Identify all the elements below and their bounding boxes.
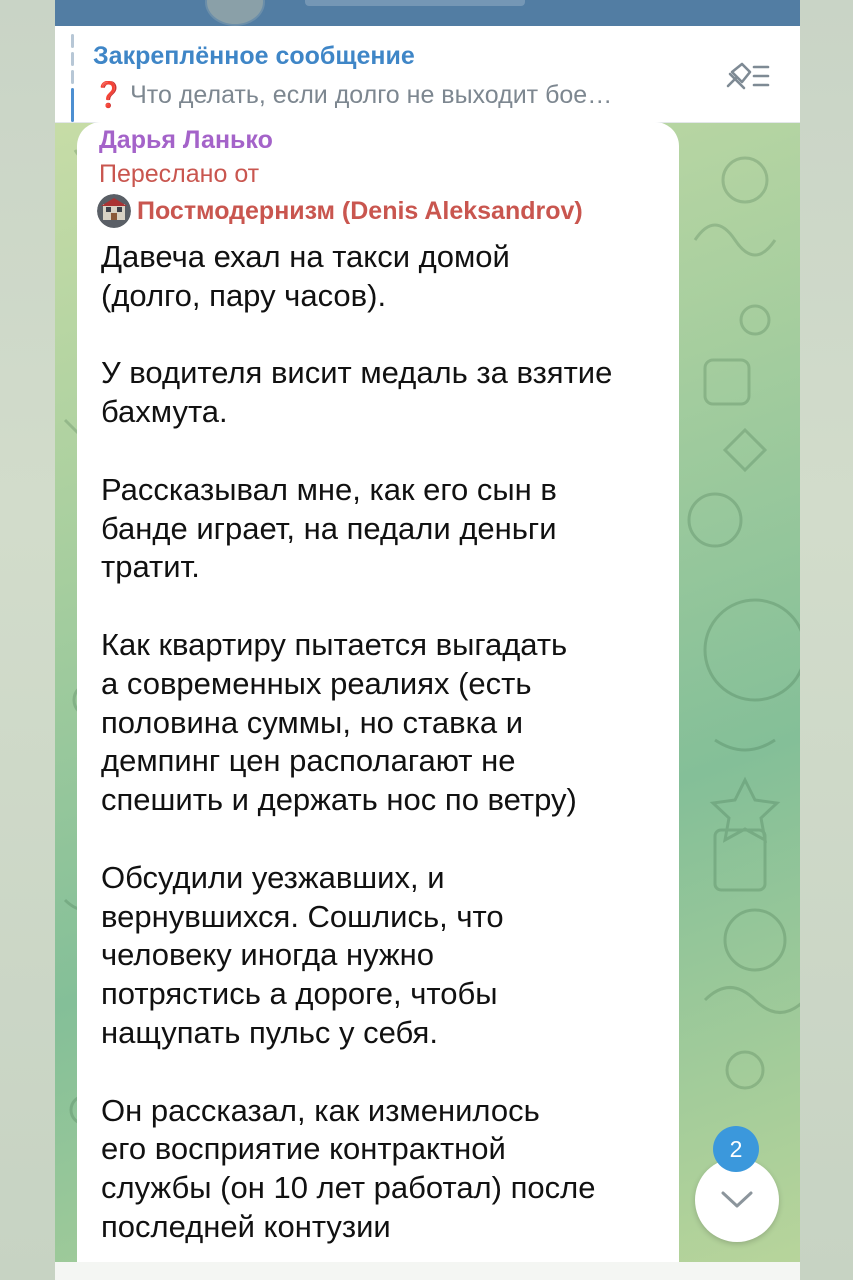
pin-list-button[interactable] — [721, 58, 773, 94]
pinned-preview — [93, 81, 713, 110]
message-text: Давеча ехал на такси домой (долго, пару часов). У водителя висит медаль за взятие бахмута. Рассказывал мне, как его сын в банде играет, на педали деньги тратит. Как квартиру пытается выгадать а современных реалиях (есть половина суммы, но ставка и демпинг цен располагают не спешить и держать нос по ветру) Обсудили уезжавших, и вернувшихся. Сошлись, что человеку иногда нужно потрястись а дороге, чтобы нащупать пульс у себя. Он рассказал, как изменилось его восприятие контрактной службы (он 10 лет работал) после последней контузии — [101, 239, 613, 1244]
channel-avatar — [97, 194, 131, 228]
sender-name[interactable]: Дарья Ланько — [99, 126, 273, 154]
pinned-message-bar[interactable] — [55, 26, 800, 123]
message-bubble[interactable] — [77, 122, 679, 1280]
input-bar-edge — [55, 1262, 800, 1280]
forwarded-source[interactable] — [97, 194, 583, 228]
chevron-down-icon — [720, 1190, 754, 1210]
question-mark-icon: ❓ — [93, 81, 125, 109]
chat-avatar[interactable] — [205, 0, 265, 26]
pin-list-icon — [722, 60, 772, 92]
unread-count-badge: 2 — [713, 1126, 759, 1172]
chat-header-bar — [55, 0, 800, 26]
forwarded-label: Переслано от — [99, 160, 260, 188]
chat-title-peek — [305, 0, 525, 6]
chat-screen — [55, 0, 800, 1280]
pinned-preview-text: Что делать, если долго не выходит бое… — [130, 81, 613, 109]
pinned-title: Закреплённое сообщение — [93, 42, 415, 70]
forwarded-source-name: Постмодернизм (Denis Aleksandrov) — [137, 196, 583, 225]
pinned-indicator — [71, 34, 75, 122]
